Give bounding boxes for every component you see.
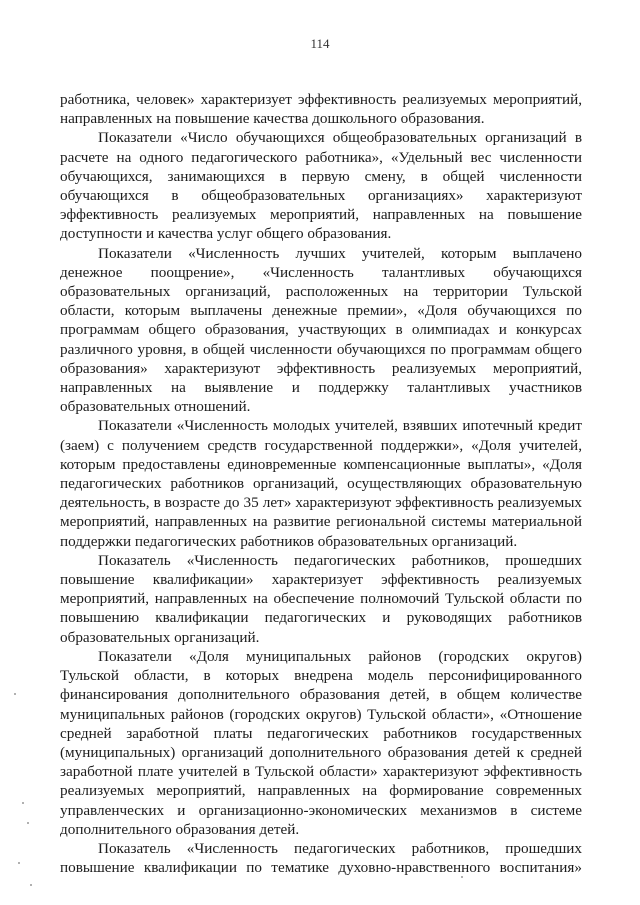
text-line: области, которым выплачены денежные премии», «Доля обучающихся по [60, 302, 582, 320]
paragraph-continuation [60, 90, 582, 128]
text-line: направленных на повышение качества дошкольного образования. [60, 110, 485, 128]
text-line: обучающихся в общеобразовательных организациях» характеризуют [60, 187, 582, 205]
paragraph [60, 244, 582, 417]
text-line: Показатели «Доля муниципальных районов (городских округов) [98, 647, 582, 665]
text-line: Показатели «Численность молодых учителей, взявших ипотечный кредит [98, 417, 582, 435]
text-line: Показатель «Численность педагогических работников, прошедших [98, 551, 582, 569]
scan-speck [461, 876, 463, 878]
text-line: (заем) с получением средств государственной поддержки», «Доля учителей, [60, 436, 582, 454]
text-line: денежное поощрение», «Численность талантливых обучающихся [60, 263, 582, 281]
scan-speck [27, 822, 29, 824]
scan-speck [14, 693, 16, 695]
text-line: обучающихся, занимающихся в первую смену, в общей численности [60, 167, 582, 185]
text-line: повышению квалификации педагогических и руководящих работников [60, 609, 582, 627]
text-line: которым предоставлены единовременные компенсационные выплаты», «Доля [60, 455, 582, 473]
text-line: образовательных организаций, расположенных на территории Тульской [60, 283, 582, 301]
text-line: реализуемых мероприятий, направленных на формирование современных [60, 782, 582, 800]
text-line: муниципальных районов (городских округов) Тульской области», «Отношение [60, 705, 582, 723]
body-text [60, 90, 582, 877]
scan-speck [30, 884, 32, 886]
text-line: заработной плате учителей в Тульской области» характеризуют эффективность [60, 763, 582, 781]
text-line: финансирования дополнительного образования детей, в общем количестве [60, 686, 582, 704]
paragraph [60, 416, 582, 550]
text-line: мероприятий, направленных на обеспечение полномочий Тульской области по [60, 590, 582, 608]
text-line: образования» характеризуют эффективность реализуемых мероприятий, [60, 359, 582, 377]
text-line: Показатели «Численность лучших учителей, которым выплачено [98, 244, 582, 262]
text-line: средней заработной платы педагогических работников государственных [60, 724, 582, 742]
text-line: направленных на выявление и поддержку талантливых участников [60, 379, 582, 397]
text-line: Показатель «Численность педагогических работников, прошедших [98, 839, 582, 857]
scan-speck [22, 802, 24, 804]
page-number: 114 [310, 36, 330, 51]
text-line: (муниципальных) организаций дополнительного образования детей к средней [60, 743, 582, 761]
text-line: программам общего образования, участвующих в олимпиадах и конкурсах [60, 321, 582, 339]
text-line: деятельность, в возрасте до 35 лет» характеризуют эффективность реализуемых [60, 494, 582, 512]
text-line: эффективность реализуемых мероприятий, направленных на повышение [60, 206, 582, 224]
text-line: педагогических работников организаций, осуществляющих образовательную [60, 475, 582, 493]
text-line: образовательных отношений. [60, 398, 251, 416]
paragraph [60, 128, 582, 243]
text-line: повышение квалификации по тематике духовно-нравственного воспитания» [60, 859, 582, 877]
text-line: доступности и качества услуг общего образования. [60, 225, 392, 243]
text-line: мероприятий, направленных на развитие региональной системы материальной [60, 513, 582, 531]
text-line: дополнительного образования детей. [60, 820, 300, 838]
scan-speck [18, 862, 20, 864]
text-line: Тульской области, в которых внедрена модель персонифицированного [60, 667, 582, 685]
text-line: образовательных организаций. [60, 628, 260, 646]
text-line: поддержки педагогических работников образовательных организаций. [60, 532, 518, 550]
text-line: повышение квалификации» характеризует эффективность реализуемых [60, 571, 582, 589]
paragraph [60, 647, 582, 839]
paragraph [60, 551, 582, 647]
text-line: различного уровня, в общей численности обучающихся по программам общего [60, 340, 582, 358]
paragraph-truncated [60, 839, 582, 877]
text-line: управленческих и организационно-экономических механизмов в системе [60, 801, 582, 819]
text-line: работника, человек» характеризует эффективность реализуемых мероприятий, [60, 91, 582, 108]
text-line: Показатели «Число обучающихся общеобразовательных организаций в [98, 129, 582, 147]
text-line: расчете на одного педагогического работника», «Удельный вес численности [60, 148, 582, 166]
